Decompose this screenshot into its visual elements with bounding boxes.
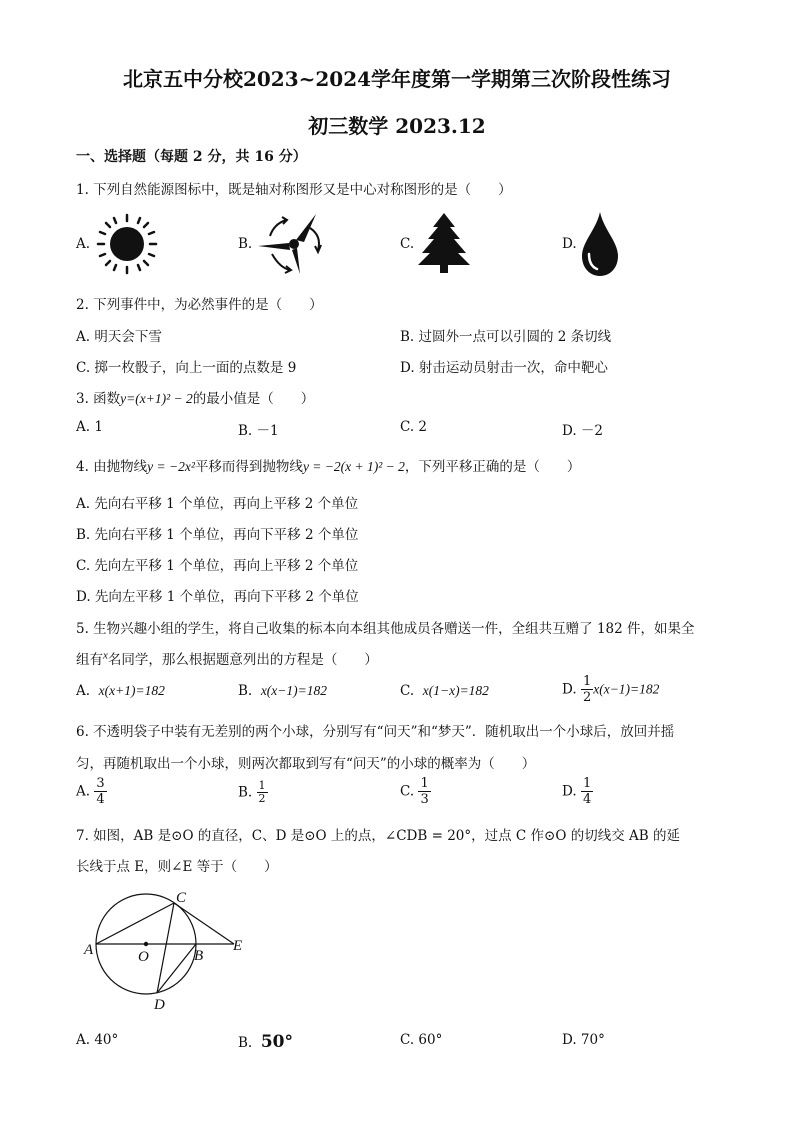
label-e: E [233, 938, 243, 954]
q3-option-d: D. －2 [562, 423, 604, 439]
label-b: B [194, 948, 204, 964]
center-point [144, 942, 148, 946]
fraction-numerator: 1 [258, 779, 266, 792]
q3-formula: y=(x+1)² − 2 [120, 391, 193, 406]
q4-option-b: B. 先向右平移 1 个单位，再向下平移 2 个单位 [76, 527, 359, 543]
q2-option-c: C. 掷一枚骰子，向上一面的点数是 9 [76, 360, 297, 376]
q7-option-b-label: B. [238, 1035, 253, 1051]
q5-option-a-formula: x(x+1)=182 [98, 683, 165, 698]
section-heading: 一、选择题（每题 2 分，共 16 分） [76, 149, 307, 165]
q5-option-c [400, 683, 489, 699]
question-2-stem: 2. 下列事件中，为必然事件的是（ ） [76, 297, 323, 313]
fraction-denominator: 4 [582, 792, 592, 807]
label-o: O [138, 949, 149, 965]
fraction-numerator: 1 [420, 776, 429, 791]
fraction-denominator: 2 [258, 792, 266, 805]
q6-option-b [238, 780, 268, 805]
tree-icon [418, 213, 470, 273]
label-c: C [176, 890, 187, 906]
q6-option-a [76, 776, 107, 807]
q3-option-b: B. －1 [238, 423, 279, 439]
q5-option-a [76, 683, 165, 699]
q5-option-b-formula: x(x−1)=182 [260, 683, 328, 698]
q4-stem-prefix: 4. 由抛物线 [76, 459, 148, 475]
q4-formula-2: y = −2(x + 1)² − 2 [302, 459, 405, 474]
q7-option-b-value: 50° [260, 1032, 293, 1052]
question-6-line-1: 6. 不透明袋子中装有无差别的两个小球，分别写有“问天”和“梦天”．随机取出一个小球后，放回并摇 [76, 724, 675, 740]
q5-option-d-fraction [581, 674, 593, 705]
question-3-stem [76, 387, 314, 407]
q7-option-b [238, 1032, 293, 1052]
fraction-denominator: 4 [96, 792, 105, 807]
q3-stem-suffix: 的最小值是（ ） [192, 391, 315, 407]
question-6-line-2: 匀，再随机取出一个小球，则两次都取到写有“问天”的小球的概率为（ ） [76, 756, 536, 772]
q1-option-b-label: B. [238, 236, 253, 252]
q7-option-c: C. 60° [400, 1032, 443, 1048]
q4-option-a: A. 先向右平移 1 个单位，再向上平移 2 个单位 [76, 496, 359, 512]
q4-stem-mid: 平移而得到抛物线 [194, 459, 303, 475]
q6-option-a-label: A. [76, 783, 91, 800]
tangent-ce [174, 903, 234, 944]
q1-option-d-label: D. [562, 236, 577, 252]
q6-option-d-fraction [581, 776, 593, 807]
q6-option-c-label: C. [400, 783, 415, 800]
question-5-line-1: 5. 生物兴趣小组的学生，将自己收集的标本向本组其他成员各赠送一件，全组共互赠了 182 件，如果全 [76, 621, 695, 637]
wind-turbine-icon [256, 210, 326, 278]
line-cd [157, 903, 174, 993]
page-subtitle: 初三数学 2023.12 [308, 114, 486, 138]
q2-option-a: A. 明天会下雪 [76, 329, 162, 345]
q5-line2-suffix: 名同学，那么根据题意列出的方程是（ ） [107, 652, 378, 668]
q1-option-a-label: A. [76, 236, 91, 252]
q5-option-a-label: A. [76, 683, 91, 699]
sun-icon [94, 213, 160, 275]
q4-option-d: D. 先向左平移 1 个单位，再向下平移 2 个单位 [76, 589, 359, 605]
q4-option-c: C. 先向左平移 1 个单位，再向上平移 2 个单位 [76, 558, 359, 574]
q6-option-c-fraction [418, 776, 430, 807]
water-drop-icon [580, 212, 620, 276]
q7-option-a: A. 40° [76, 1032, 119, 1048]
q5-option-c-formula: x(1−x)=182 [422, 683, 489, 698]
question-4-stem [76, 455, 580, 475]
q5-option-d [562, 674, 659, 705]
q3-option-a: A. 1 [76, 419, 103, 435]
q4-formula-1: y = −2x² [147, 459, 195, 474]
fraction-numerator: 1 [582, 674, 592, 689]
label-a: A [84, 942, 94, 958]
q7-option-d: D. 70° [562, 1032, 605, 1048]
q6-option-d [562, 776, 593, 807]
q4-stem-suffix: ，下列平移正确的是（ ） [404, 459, 581, 475]
question-7-line-2: 长线于点 E，则∠E 等于（ ） [76, 859, 278, 875]
q2-option-d: D. 射击运动员射击一次，命中靶心 [400, 360, 608, 376]
q5-option-b-label: B. [238, 683, 253, 699]
q6-option-c [400, 776, 431, 807]
fraction-numerator: 3 [96, 776, 105, 791]
q5-option-d-label: D. [562, 681, 577, 698]
q5-option-d-formula: x(x−1)=182 [593, 681, 660, 697]
q6-option-b-label: B. [238, 784, 253, 801]
label-d: D [154, 997, 165, 1013]
question-5-line-2 [76, 648, 378, 668]
fraction-denominator: 2 [582, 690, 592, 705]
q1-option-c-label: C. [400, 236, 415, 252]
q6-option-a-fraction [94, 776, 106, 807]
q3-stem-prefix: 3. 函数 [76, 391, 121, 407]
circle-tangent-figure [80, 888, 260, 1013]
q5-variable: x [103, 649, 108, 662]
q5-line2-prefix: 组有 [76, 652, 103, 668]
question-7-line-1: 7. 如图，AB 是⊙O 的直径，C、D 是⊙O 上的点，∠CDB = 20°，过点 C 作⊙O 的切线交 AB 的延 [76, 828, 680, 844]
question-1-stem: 1. 下列自然能源图标中，既是轴对称图形又是中心对称图形的是（ ） [76, 182, 512, 198]
q2-option-b: B. 过圆外一点可以引圆的 2 条切线 [400, 329, 612, 345]
fraction-numerator: 1 [582, 776, 592, 791]
line-ac [96, 903, 174, 944]
q5-option-c-label: C. [400, 683, 415, 699]
q3-option-c: C. 2 [400, 419, 428, 435]
q5-option-b [238, 683, 327, 699]
q6-option-b-fraction [257, 780, 268, 805]
page-title: 北京五中分校2023~2024学年度第一学期第三次阶段性练习 [122, 67, 672, 91]
q6-option-d-label: D. [562, 783, 577, 800]
fraction-denominator: 3 [420, 792, 429, 807]
